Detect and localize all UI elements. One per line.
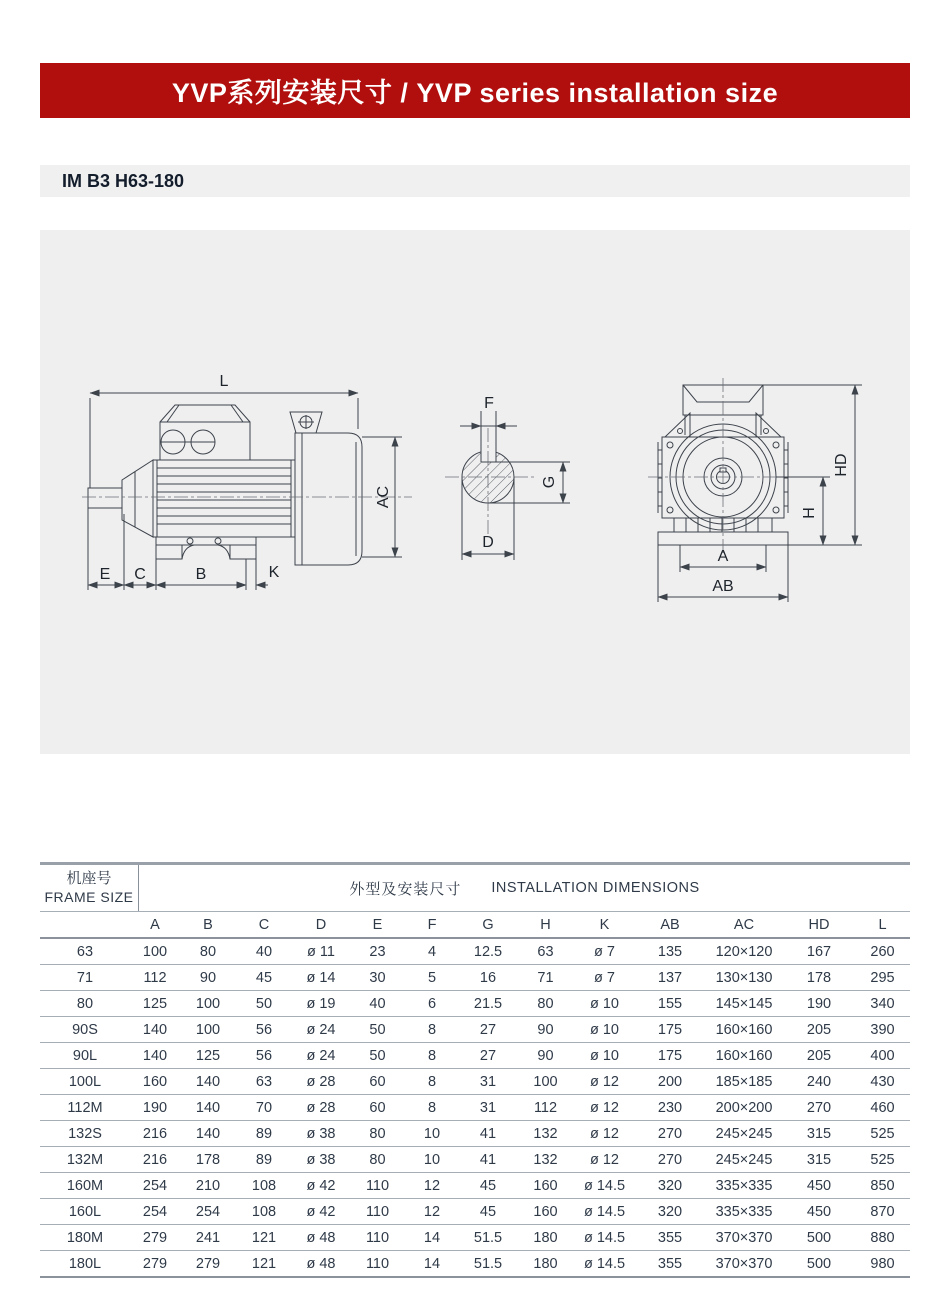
dimension-cell: ø 19 [292,991,350,1017]
column-letters-row [40,912,910,938]
frame-size-cell: 132S [40,1121,130,1147]
dimension-cell: 80 [180,938,236,965]
dimension-cell: 200 [635,1069,705,1095]
frame-size-cell: 63 [40,938,130,965]
dimension-table-body [40,938,910,1277]
dimension-cell: 340 [855,991,910,1017]
dimension-cell: ø 42 [292,1199,350,1225]
dimension-cell: ø 48 [292,1251,350,1278]
front-view [648,378,862,602]
dimension-cell: 216 [130,1147,180,1173]
dimension-cell: 160 [517,1199,574,1225]
frame-size-cell: 160L [40,1199,130,1225]
dimension-cell: 60 [350,1069,405,1095]
column-letter: HD [783,912,855,938]
column-letter: L [855,912,910,938]
table-row [40,1147,910,1173]
dim-label-B: B [195,566,207,583]
dimension-cell: 80 [350,1147,405,1173]
dimension-cell: ø 10 [574,991,635,1017]
dimension-cell: 125 [130,991,180,1017]
column-letter: B [180,912,236,938]
dimension-cell: 132 [517,1121,574,1147]
dimension-cell: 160×160 [705,1017,783,1043]
dimension-cell: 241 [180,1225,236,1251]
dim-label-A: A [717,548,729,565]
frame-size-cell: 180L [40,1251,130,1278]
dimension-cell: 254 [130,1199,180,1225]
column-letter: K [574,912,635,938]
dimension-cell: ø 48 [292,1225,350,1251]
dimension-cell: 178 [783,965,855,991]
table-row [40,1173,910,1199]
dim-label-F: F [484,395,494,412]
frame-size-cell: 132M [40,1147,130,1173]
dimension-cell: 254 [130,1173,180,1199]
dimension-cell: ø 38 [292,1121,350,1147]
table-row [40,1121,910,1147]
dimension-cell: 70 [236,1095,292,1121]
section-label: IM B3 H63-180 [62,170,185,191]
dimension-cell: 50 [236,991,292,1017]
column-letter: A [130,912,180,938]
dimension-cell: 205 [783,1017,855,1043]
dimension-cell: 980 [855,1251,910,1278]
dimension-cell: 315 [783,1121,855,1147]
dimension-cell: 270 [783,1095,855,1121]
dimension-cell: 370×370 [705,1225,783,1251]
dimension-cell: 178 [180,1147,236,1173]
dimension-cell: 27 [459,1017,517,1043]
frame-size-cell: 71 [40,965,130,991]
dimension-cell: 10 [405,1147,459,1173]
frame-size-cell: 90S [40,1017,130,1043]
dimension-cell: 335×335 [705,1199,783,1225]
dimension-cell: 63 [517,938,574,965]
dimension-cell: 175 [635,1043,705,1069]
column-letter: C [236,912,292,938]
dimension-cell: 112 [517,1095,574,1121]
dimension-cell: 40 [236,938,292,965]
dimension-cell: 41 [459,1147,517,1173]
dimensions-grid [40,912,910,1278]
dimension-cell: 200×200 [705,1095,783,1121]
dimension-cell: 279 [130,1225,180,1251]
dimension-cell: 355 [635,1225,705,1251]
dimension-cell: 270 [635,1121,705,1147]
dimension-cell: 45 [459,1173,517,1199]
table-row [40,991,910,1017]
dimension-cell: ø 14.5 [574,1173,635,1199]
dimension-cell: 90 [180,965,236,991]
installation-dimensions-en: INSTALLATION DIMENSIONS [491,880,700,896]
frame-size-cell: 100L [40,1069,130,1095]
dimension-cell: 80 [517,991,574,1017]
dimension-cell: 500 [783,1225,855,1251]
dimension-cell: 6 [405,991,459,1017]
dimension-cell: 8 [405,1095,459,1121]
dimension-cell: 320 [635,1199,705,1225]
dimension-cell: 4 [405,938,459,965]
dimension-cell: 205 [783,1043,855,1069]
dimension-cell: 525 [855,1121,910,1147]
dimension-cell: 160 [130,1069,180,1095]
dimension-cell: 16 [459,965,517,991]
dim-label-AB: AB [712,578,734,595]
dimension-cell: 880 [855,1225,910,1251]
frame-size-cell: 90L [40,1043,130,1069]
dimension-cell: 56 [236,1043,292,1069]
dimension-cell: 400 [855,1043,910,1069]
dimension-cell: 450 [783,1199,855,1225]
dimension-cell: 245×245 [705,1147,783,1173]
dimension-cell: 137 [635,965,705,991]
dimension-cell: 270 [635,1147,705,1173]
dimension-cell: 279 [130,1251,180,1278]
dimension-cell: 14 [405,1225,459,1251]
dimension-cell: 180 [517,1225,574,1251]
dimension-cell: 870 [855,1199,910,1225]
dimension-cell: 89 [236,1121,292,1147]
dimension-cell: ø 38 [292,1147,350,1173]
dimension-cell: 31 [459,1069,517,1095]
dim-label-E: E [99,566,111,583]
dimension-cell: 89 [236,1147,292,1173]
frame-size-cell: 160M [40,1173,130,1199]
dimension-cell: 295 [855,965,910,991]
dimension-cell: 245×245 [705,1121,783,1147]
table-row [40,1225,910,1251]
dimension-cell: 41 [459,1121,517,1147]
dimension-cell: 180 [517,1251,574,1278]
dimension-cell: ø 10 [574,1043,635,1069]
dimension-cell: 140 [130,1043,180,1069]
table-row [40,1069,910,1095]
table-header-band [40,862,910,912]
dimension-cell: ø 24 [292,1017,350,1043]
installation-dimensions-header [139,865,910,911]
dimension-cell: 370×370 [705,1251,783,1278]
dimension-cell: ø 12 [574,1069,635,1095]
dimension-cell: 390 [855,1017,910,1043]
side-view [82,393,412,590]
dim-label-H: H [801,507,818,519]
dimension-table [40,862,910,1278]
frame-column-spacer [40,912,130,938]
dimension-cell: 120×120 [705,938,783,965]
dimension-cell: ø 12 [574,1095,635,1121]
dimension-cell: 850 [855,1173,910,1199]
dimension-cell: 45 [236,965,292,991]
dimension-cell: 525 [855,1147,910,1173]
table-row [40,1095,910,1121]
dimension-cell: 190 [783,991,855,1017]
frame-size-cell: 80 [40,991,130,1017]
dimension-cell: ø 10 [574,1017,635,1043]
dimension-cell: 45 [459,1199,517,1225]
dimension-cell: 121 [236,1225,292,1251]
drawing-panel [40,230,910,754]
dimension-cell: ø 42 [292,1173,350,1199]
dimension-cell: 254 [180,1199,236,1225]
dimension-cell: ø 11 [292,938,350,965]
dimension-cell: 315 [783,1147,855,1173]
column-letter: AC [705,912,783,938]
dimension-cell: 140 [180,1095,236,1121]
table-row [40,965,910,991]
dimension-cell: 216 [130,1121,180,1147]
column-letter: D [292,912,350,938]
dimension-cell: 500 [783,1251,855,1278]
dimension-cell: 23 [350,938,405,965]
dimension-cell: 112 [130,965,180,991]
column-letter: G [459,912,517,938]
dimension-cell: 160 [517,1173,574,1199]
dimension-cell: 130×130 [705,965,783,991]
dimension-cell: 240 [783,1069,855,1095]
dimension-cell: 80 [350,1121,405,1147]
dimension-cell: 210 [180,1173,236,1199]
column-letter: H [517,912,574,938]
dim-label-D: D [482,534,494,551]
installation-dimensions-zh: 外型及安装尺寸 [349,880,462,898]
dimension-cell: 160×160 [705,1043,783,1069]
dim-label-AC: AC [375,485,392,509]
dim-label-C: C [134,566,146,583]
dimension-cell: 56 [236,1017,292,1043]
section-header [40,165,910,197]
dimension-cell: 125 [180,1043,236,1069]
dimension-cell: 63 [236,1069,292,1095]
dimension-cell: 50 [350,1043,405,1069]
dimension-cell: 71 [517,965,574,991]
dimension-cell: ø 24 [292,1043,350,1069]
dimension-cell: 90 [517,1043,574,1069]
dimension-cell: ø 12 [574,1121,635,1147]
dimension-cell: 12 [405,1199,459,1225]
frame-size-cell: 112M [40,1095,130,1121]
dimension-cell: 175 [635,1017,705,1043]
dimension-cell: 50 [350,1017,405,1043]
dimension-cell: 12.5 [459,938,517,965]
dimension-cell: 132 [517,1147,574,1173]
dimension-cell: 60 [350,1095,405,1121]
table-row [40,1017,910,1043]
frame-size-cell: 180M [40,1225,130,1251]
dimension-cell: 110 [350,1251,405,1278]
frame-size-header-zh: 机座号 [66,869,112,887]
dimension-cell: ø 14.5 [574,1199,635,1225]
dimension-cell: 100 [517,1069,574,1095]
table-row [40,938,910,965]
table-row [40,1043,910,1069]
page-title-banner [40,63,910,118]
dimension-cell: 8 [405,1043,459,1069]
table-row [40,1199,910,1225]
dimension-cell: ø 14.5 [574,1225,635,1251]
dimension-cell: 320 [635,1173,705,1199]
dimension-cell: 8 [405,1017,459,1043]
dimension-cell: 230 [635,1095,705,1121]
dimension-cell: ø 14.5 [574,1251,635,1278]
column-letter: E [350,912,405,938]
dimension-cell: 430 [855,1069,910,1095]
dimension-cell: 90 [517,1017,574,1043]
frame-size-header [40,865,139,911]
dimension-cell: ø 7 [574,965,635,991]
dimension-cell: 145×145 [705,991,783,1017]
dim-label-HD: HD [833,453,850,477]
table-row [40,1251,910,1278]
dimension-cell: 31 [459,1095,517,1121]
dimension-cell: 190 [130,1095,180,1121]
dimension-cell: 335×335 [705,1173,783,1199]
dimension-cell: 108 [236,1173,292,1199]
dimension-cell: ø 28 [292,1069,350,1095]
column-letter: AB [635,912,705,938]
dimension-cell: 14 [405,1251,459,1278]
dimension-cell: 121 [236,1251,292,1278]
dimension-cell: 355 [635,1251,705,1278]
dimension-cell: 51.5 [459,1225,517,1251]
dimension-cell: 140 [130,1017,180,1043]
dimension-cell: ø 12 [574,1147,635,1173]
dimension-cell: 21.5 [459,991,517,1017]
dimension-cell: 8 [405,1069,459,1095]
dimension-cell: 167 [783,938,855,965]
dim-label-K: K [268,564,280,581]
dimension-cell: 30 [350,965,405,991]
dim-label-L: L [219,373,229,390]
dimension-cell: 5 [405,965,459,991]
dimension-cell: 51.5 [459,1251,517,1278]
dimension-cell: 27 [459,1043,517,1069]
dimension-cell: 110 [350,1225,405,1251]
dimension-cell: ø 7 [574,938,635,965]
dimension-cell: 140 [180,1069,236,1095]
dimension-cell: 260 [855,938,910,965]
dimension-cell: 108 [236,1199,292,1225]
dimension-cell: 12 [405,1173,459,1199]
dimension-cell: 40 [350,991,405,1017]
dimension-cell: 135 [635,938,705,965]
dimension-cell: 110 [350,1173,405,1199]
dimension-cell: 100 [130,938,180,965]
frame-size-header-en: FRAME SIZE [44,888,134,905]
dimension-cell: ø 14 [292,965,350,991]
dimension-cell: 10 [405,1121,459,1147]
technical-drawing [40,230,910,754]
column-letter: F [405,912,459,938]
dimension-cell: 100 [180,1017,236,1043]
dimension-cell: 155 [635,991,705,1017]
dimension-cell: 460 [855,1095,910,1121]
dimension-cell: 450 [783,1173,855,1199]
page-title: YVP系列安装尺寸 / YVP series installation size [171,78,779,108]
dimension-cell: 185×185 [705,1069,783,1095]
dimension-cell: 279 [180,1251,236,1278]
dim-label-G: G [541,475,558,489]
dimension-cell: 140 [180,1121,236,1147]
dimension-cell: 100 [180,991,236,1017]
dimension-cell: 110 [350,1199,405,1225]
dimension-cell: ø 28 [292,1095,350,1121]
